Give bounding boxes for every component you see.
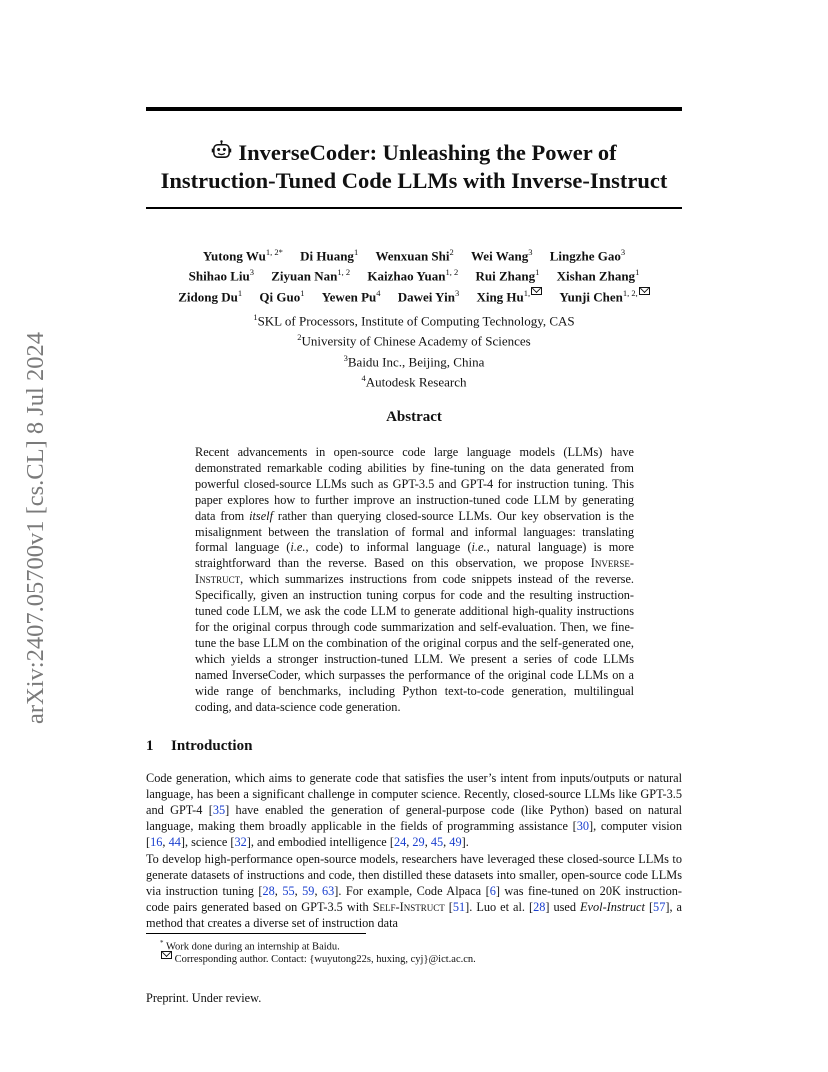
- author: Ziyuan Nan$^{1, 2}$: [271, 267, 351, 284]
- citation-link[interactable]: 6: [489, 883, 496, 898]
- citation-link[interactable]: 51: [452, 899, 466, 914]
- author: Wei Wang$^3$: [471, 247, 533, 264]
- author: Rui Zhang$^1$: [475, 267, 540, 284]
- citation-link[interactable]: 57: [653, 899, 666, 914]
- author: Yutong $Wu^{1, 2*}$: [202, 247, 283, 264]
- envelope-icon: [639, 287, 650, 295]
- footnote-2: Corresponding author. Contact: {wuyutong22s, huxing, cyj}@ict.ac.cn.: [160, 951, 660, 966]
- section-heading-introduction: 1 Introduction: [146, 738, 253, 754]
- envelope-icon: [531, 287, 542, 295]
- author: Yunji Chen$^{1, 2,}$: [559, 285, 649, 305]
- citation-link[interactable]: 45: [430, 834, 444, 849]
- paper-title: [146, 139, 682, 195]
- top-rule: [146, 107, 682, 111]
- affiliation: $^4$Autodesk Research: [361, 372, 467, 390]
- intro-paragraph-1: Code generation, which aims to generate code that satisfies the user’s intent from inputs/outputs or natural language, has been a significant challenge in computer science. Recently, closed-source LLMs like GPT-3.5 and GPT-4 [35] have enabled the generation of general-purpose code (like Python) based on natural language, making them broadly applicable in the fields of programming assistance [30], computer vision [16, 44], science [32], and embodied intelligence [24, 29, 45, 49].: [146, 771, 683, 849]
- affiliation: $^3$Baidu Inc., Beijing, China: [343, 352, 485, 369]
- abstract-body: Recent advancements in open-source code large language models (LLMs) have demonstrated remarkable coding abilities by fine-tuning on the data generated from powerful closed-source LLMs such as GPT-3.5 and GPT-4 for instruction tuning. This paper explores how to further improve an instruction-tuned code LLM by generating data from itself rather than querying closed-source LLMs. Our key observation is the misalignment between the translation of formal and informal languages: translating formal language (i.e., code) to informal language (i.e., natural language) is more straightforward than the reverse. Based on this observation, we propose Inverse-Instruct, which summarizes instructions from code snippets instead of the reverse. Specifically, given an instruction tuning corpus for code and the resulting instruction-tuned code LLM, we ask the code LLM to generate additional high-quality instructions for the original corpus through code summarization and self-evaluation. Then, we fine-tune the base LLM on the combination of the original corpus and the self-generated one, which yields a stronger instruction-tuned LLM. We present a series of code LLMs named InverseCoder, which surpasses the performance of the original code LLMs on a wide range of benchmarks, including Python text-to-code generation, multilingual coding, and data-science code generation.: [195, 445, 635, 714]
- author: Wenxuan Shi$^2$: [375, 247, 454, 264]
- abstract-heading: Abstract: [386, 409, 442, 425]
- author-row-1: [146, 244, 682, 264]
- author: Shihao Liu$^3$: [188, 267, 254, 284]
- citation-link[interactable]: 29: [412, 834, 425, 849]
- citation-link[interactable]: 28: [533, 899, 546, 914]
- citation-link[interactable]: 24: [393, 834, 407, 849]
- author: Yewen Pu$^4$: [321, 287, 381, 304]
- author: Dawei Yin$^3$: [397, 287, 460, 304]
- title-line-2: Instruction-Tuned Code LLMs with Inverse-Instruct: [160, 168, 668, 193]
- citation-link[interactable]: 16: [150, 834, 163, 849]
- arxiv-stamp-text: arXiv:2407.05700v1 [cs.CL] 8 Jul 2024: [22, 332, 49, 724]
- author-list: [146, 244, 682, 305]
- footnote-rule: [146, 933, 366, 934]
- citation-link[interactable]: 55: [282, 883, 295, 898]
- citation-link[interactable]: 30: [576, 818, 589, 833]
- author: Xishan Zhang$^1$: [556, 267, 640, 284]
- affiliation: $^2$University of Chinese Academy of Sciences: [297, 332, 531, 349]
- envelope-icon: [161, 951, 172, 959]
- robot-coder-icon: [211, 140, 232, 161]
- title-bottom-rule: [146, 207, 682, 209]
- affiliation: $^1$SKL of Processors, Institute of Computing Technology, CAS: [253, 312, 575, 329]
- preprint-notice: Preprint. Under review.: [146, 991, 262, 1005]
- citation-link[interactable]: 44: [168, 834, 181, 849]
- title-line-1: InverseCoder: Unleashing the Power of: [238, 140, 617, 165]
- citation-link[interactable]: 35: [212, 802, 226, 817]
- author-row-3: [146, 285, 682, 305]
- author: Qi Guo$^1$: [259, 287, 305, 304]
- citation-link[interactable]: 49: [449, 834, 462, 849]
- footnote-1: * Work done during an internship at Baidu.: [160, 939, 340, 953]
- citation-link[interactable]: 28: [262, 883, 275, 898]
- intro-paragraph-2: To develop high-performance open-source models, researchers have leveraged these closed-source LLMs to generate datasets of instructions and code, then distilled these datasets into smaller, open-source code LLMs via instruction tuning [28, 55, 59, 63]. For example, Code Alpaca [6] was fine-tuned on 20K instruction-code pairs generated based on GPT-3.5 with Self-Instruct [51]. Luo et al. [28] used Evol-Instruct [57], a method that creates a diverse set of instruction data: [146, 852, 682, 930]
- author: Xing $Hu^{1,}$: [476, 285, 542, 305]
- author: Lingzhe Gao$^3$: [549, 247, 626, 264]
- affiliations: [146, 309, 682, 390]
- citation-link[interactable]: 32: [234, 834, 247, 849]
- citation-link[interactable]: 59: [302, 883, 315, 898]
- author-row-2: [146, 264, 682, 284]
- author: Zidong Du$^1$: [178, 287, 243, 304]
- author: Kaizhao Yuan$^{1, 2}$: [367, 267, 459, 284]
- author: Di Huang$^1$: [300, 247, 359, 264]
- citation-link[interactable]: 63: [321, 883, 335, 898]
